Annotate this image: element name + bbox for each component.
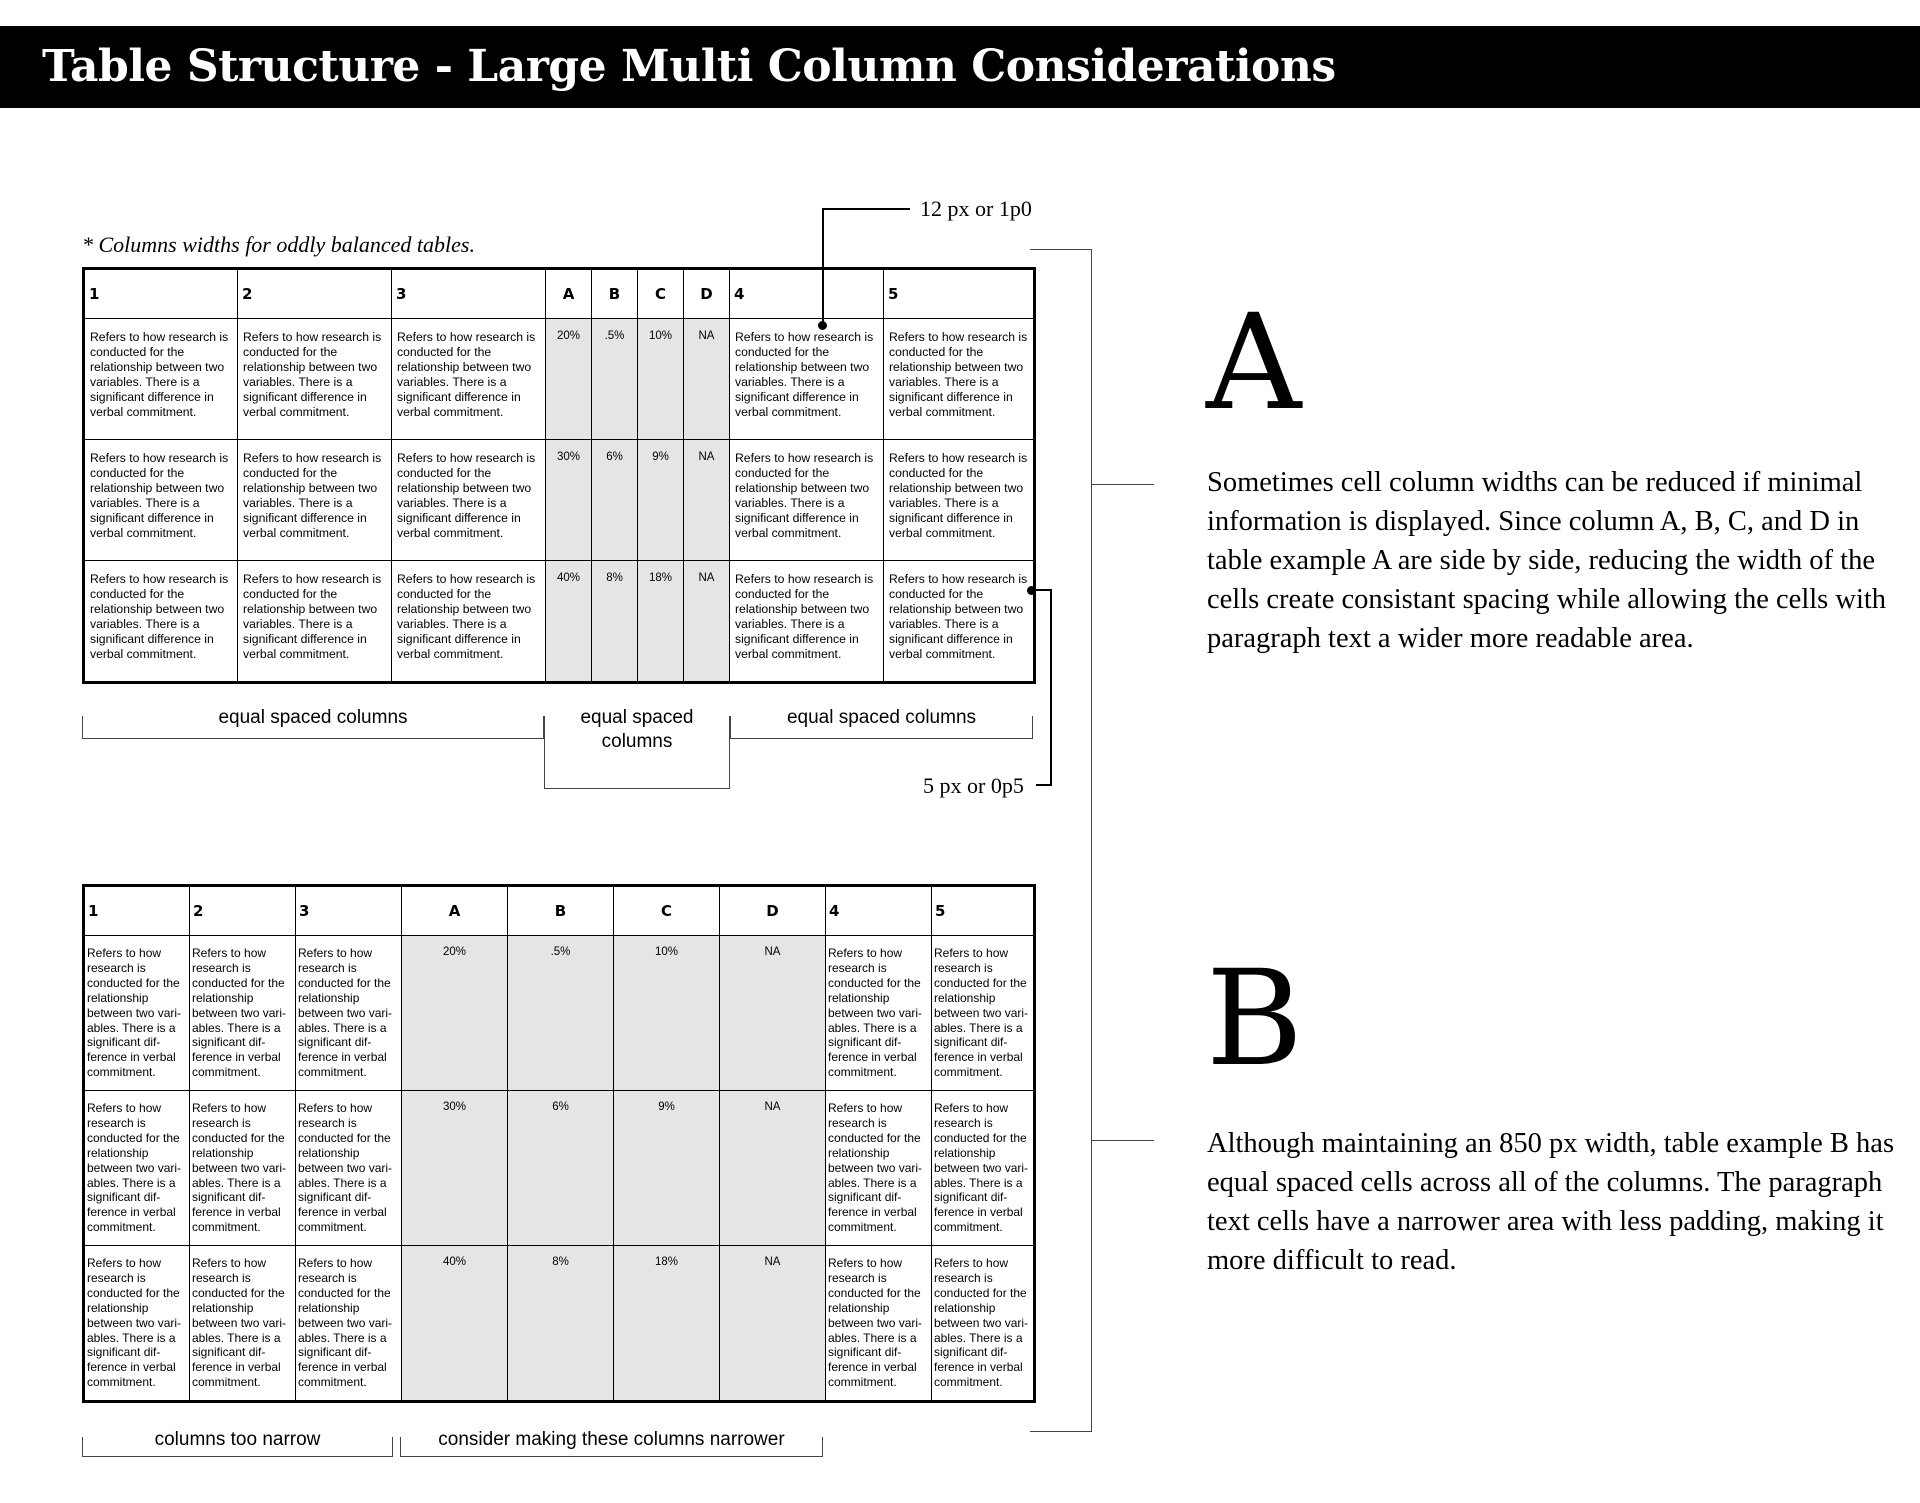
- table-b-header: 5: [932, 886, 1035, 936]
- table-cell: Refers to how research is conducted for the relationship between two vari-ables. There is a significant dif-ference in verbal commitment.: [826, 1246, 932, 1402]
- table-b-header: B: [508, 886, 614, 936]
- table-cell: 18%: [638, 561, 684, 683]
- table-cell: Refers to how research is conducted for the relationship between two variables. There is a significant difference in verbal commitment.: [238, 440, 392, 561]
- table-cell: Refers to how research is conducted for the relationship between two variables. There is a significant difference in verbal commitment.: [884, 440, 1035, 561]
- table-cell: Refers to how research is conducted for the relationship between two variables. There is a significant difference in verbal commitment.: [392, 561, 546, 683]
- annotation-line-top-vertical: [822, 208, 824, 328]
- table-b-header: 4: [826, 886, 932, 936]
- table-a-header: B: [592, 269, 638, 319]
- table-cell: 8%: [508, 1246, 614, 1402]
- page-title: Table Structure - Large Multi Column Considerations: [42, 41, 1336, 92]
- connector-top: [1030, 249, 1092, 250]
- table-cell: Refers to how research is conducted for the relationship between two vari-ables. There is a significant dif-ference in verbal commitment.: [296, 1091, 402, 1246]
- table-cell: .5%: [508, 936, 614, 1091]
- annotation-dot-top: [818, 321, 827, 330]
- table-cell: Refers to how research is conducted for the relationship between two variables. There is a significant difference in verbal commitment.: [884, 319, 1035, 440]
- table-a-header: 3: [392, 269, 546, 319]
- table-cell: 10%: [638, 319, 684, 440]
- table-b-header-row: [84, 886, 1035, 936]
- table-example-a: [82, 267, 1036, 684]
- table-cell: NA: [720, 936, 826, 1091]
- table-a-header: D: [684, 269, 730, 319]
- annotation-line-bottom-vertical: [1050, 589, 1052, 786]
- table-b-header: D: [720, 886, 826, 936]
- label-columns-too-narrow: columns too narrow: [154, 1429, 321, 1450]
- table-row: [84, 936, 1035, 1091]
- label-consider-narrower: consider making these columns narrower: [438, 1429, 785, 1450]
- table-cell: Refers to how research is conducted for the relationship between two vari-ables. There is a significant dif-ference in verbal commitment.: [296, 936, 402, 1091]
- table-cell: Refers to how research is conducted for the relationship between two vari-ables. There is a significant dif-ference in verbal commitment.: [84, 1246, 190, 1402]
- table-cell: NA: [684, 440, 730, 561]
- table-cell: Refers to how research is conducted for the relationship between two variables. There is a significant difference in verbal commitment.: [238, 319, 392, 440]
- table-cell: 20%: [546, 319, 592, 440]
- table-cell: Refers to how research is conducted for the relationship between two vari-ables. There is a significant dif-ference in verbal commitment.: [190, 936, 296, 1091]
- table-a-header: 2: [238, 269, 392, 319]
- table-a-header-row: [84, 269, 1035, 319]
- table-row: [84, 561, 1035, 683]
- annotation-line-bottom-end: [1036, 784, 1052, 786]
- table-cell: 30%: [546, 440, 592, 561]
- table-cell: Refers to how research is conducted for the relationship between two vari-ables. There is a significant dif-ference in verbal commitment.: [826, 936, 932, 1091]
- table-cell: 20%: [402, 936, 508, 1091]
- table-a-header: C: [638, 269, 684, 319]
- annotation-line-bottom: [1032, 589, 1052, 591]
- connector-to-a: [1092, 484, 1154, 485]
- table-note: * Columns widths for oddly balanced tables.: [82, 232, 475, 257]
- table-b-header: 2: [190, 886, 296, 936]
- annotation-5px: 5 px or 0p5: [923, 773, 1024, 798]
- table-cell: 9%: [614, 1091, 720, 1246]
- table-a-header: 1: [84, 269, 238, 319]
- table-cell: .5%: [592, 319, 638, 440]
- table-cell: 10%: [614, 936, 720, 1091]
- section-b-description: Although maintaining an 850 px width, table example B has equal spaced cells across all of the columns. The paragraph text cells have a narrower area with less padding, making it more difficult to read.: [1207, 1128, 1895, 1276]
- table-cell: 30%: [402, 1091, 508, 1246]
- table-cell: Refers to how research is conducted for the relationship between two variables. There is a significant difference in verbal commitment.: [730, 440, 884, 561]
- table-example-b: [82, 884, 1036, 1403]
- table-cell: 8%: [592, 561, 638, 683]
- section-a-description: Sometimes cell column widths can be reduced if minimal information is displayed. Since column A, B, C, and D in table example A are side by side, reducing the width of the cells create consistant spacing while allowing the cells with paragraph text a wider more readable area.: [1207, 467, 1887, 654]
- table-cell: Refers to how research is conducted for the relationship between two vari-ables. There is a significant dif-ference in verbal commitment.: [84, 936, 190, 1091]
- table-cell: Refers to how research is conducted for the relationship between two vari-ables. There is a significant dif-ference in verbal commitment.: [190, 1246, 296, 1402]
- table-cell: Refers to how research is conducted for the relationship between two variables. There is a significant difference in verbal commitment.: [84, 440, 238, 561]
- label-equal-spaced-middle: equal spaced columns: [580, 707, 694, 752]
- table-row: [84, 440, 1035, 561]
- table-cell: Refers to how research is conducted for the relationship between two vari-ables. There is a significant dif-ference in verbal commitment.: [84, 1091, 190, 1246]
- table-b-header: A: [402, 886, 508, 936]
- section-a-letter: A: [1206, 286, 1302, 440]
- table-cell: Refers to how research is conducted for the relationship between two variables. There is a significant difference in verbal commitment.: [238, 561, 392, 683]
- table-cell: Refers to how research is conducted for the relationship between two vari-ables. There is a significant dif-ference in verbal commitment.: [932, 1091, 1035, 1246]
- table-b-header: 1: [84, 886, 190, 936]
- label-equal-spaced-right: equal spaced columns: [786, 707, 977, 728]
- table-cell: NA: [720, 1246, 826, 1402]
- table-cell: 18%: [614, 1246, 720, 1402]
- table-cell: Refers to how research is conducted for the relationship between two vari-ables. There is a significant dif-ference in verbal commitment.: [296, 1246, 402, 1402]
- table-cell: Refers to how research is conducted for the relationship between two vari-ables. There is a significant dif-ference in verbal commitment.: [932, 1246, 1035, 1402]
- connector-bottom: [1030, 1431, 1092, 1432]
- annotation-line-top: [822, 208, 910, 210]
- annotation-12px: 12 px or 1p0: [920, 196, 1032, 221]
- connector-vertical: [1091, 249, 1092, 1432]
- table-cell: Refers to how research is conducted for the relationship between two vari-ables. There is a significant dif-ference in verbal commitment.: [190, 1091, 296, 1246]
- table-row: [84, 319, 1035, 440]
- table-cell: NA: [684, 319, 730, 440]
- table-cell: Refers to how research is conducted for the relationship between two vari-ables. There is a significant dif-ference in verbal commitment.: [826, 1091, 932, 1246]
- table-b-header: C: [614, 886, 720, 936]
- table-row: [84, 1246, 1035, 1402]
- table-row: [84, 1091, 1035, 1246]
- label-equal-spaced-left: equal spaced columns: [218, 707, 408, 728]
- table-cell: Refers to how research is conducted for the relationship between two variables. There is a significant difference in verbal commitment.: [392, 440, 546, 561]
- table-cell: Refers to how research is conducted for the relationship between two variables. There is a significant difference in verbal commitment.: [392, 319, 546, 440]
- table-cell: Refers to how research is conducted for the relationship between two variables. There is a significant difference in verbal commitment.: [730, 319, 884, 440]
- table-cell: NA: [720, 1091, 826, 1246]
- table-cell: 6%: [508, 1091, 614, 1246]
- table-a-header: 5: [884, 269, 1035, 319]
- table-cell: Refers to how research is conducted for the relationship between two variables. There is a significant difference in verbal commitment.: [84, 319, 238, 440]
- table-cell: 6%: [592, 440, 638, 561]
- table-cell: Refers to how research is conducted for the relationship between two vari-ables. There is a significant dif-ference in verbal commitment.: [932, 936, 1035, 1091]
- table-cell: 40%: [402, 1246, 508, 1402]
- table-cell: 9%: [638, 440, 684, 561]
- connector-to-b: [1092, 1140, 1154, 1141]
- table-cell: Refers to how research is conducted for the relationship between two variables. There is a significant difference in verbal commitment.: [84, 561, 238, 683]
- table-cell: NA: [684, 561, 730, 683]
- table-cell: Refers to how research is conducted for the relationship between two variables. There is a significant difference in verbal commitment.: [730, 561, 884, 683]
- table-b-header: 3: [296, 886, 402, 936]
- table-cell: Refers to how research is conducted for the relationship between two variables. There is a significant difference in verbal commitment.: [884, 561, 1035, 683]
- table-a-header: A: [546, 269, 592, 319]
- table-cell: 40%: [546, 561, 592, 683]
- table-a-header: 4: [730, 269, 884, 319]
- section-b-letter: B: [1206, 942, 1304, 1096]
